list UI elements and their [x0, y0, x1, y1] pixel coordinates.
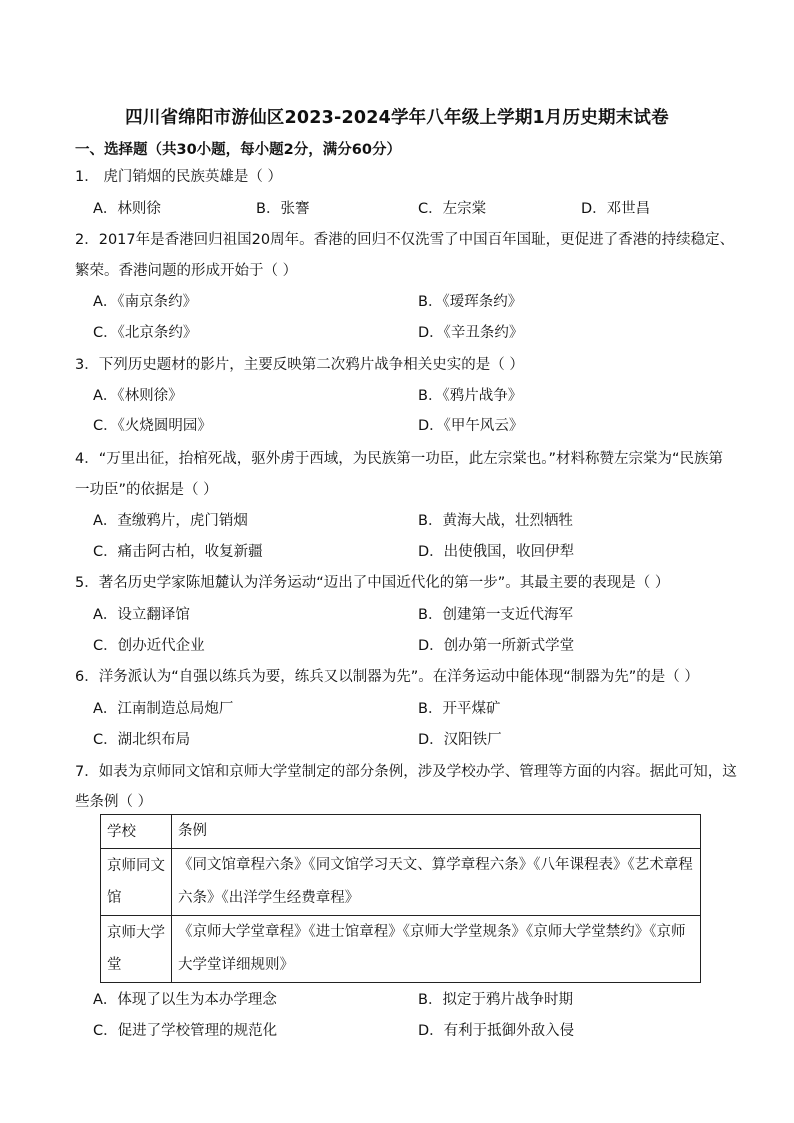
- q6-option-a[interactable]: A．江南制造总局炮厂: [93, 701, 234, 717]
- table-cell-regulations: 《京师大学堂章程》《进士馆章程》《京师大学堂规条》《京师大学堂禁约》《京师大学堂详细规则》: [172, 916, 701, 983]
- q4-option-d[interactable]: D．出使俄国，收回伊犁: [418, 544, 575, 560]
- q4-option-c[interactable]: C．痛击阿古柏，收复新疆: [93, 544, 263, 560]
- question-7-stem-line-2: 些条例（ ）: [75, 794, 153, 810]
- table-header-row: [101, 815, 701, 849]
- q4-option-b[interactable]: B．黄海大战，壮烈牺牲: [418, 513, 573, 529]
- question-7-stem-line-1: 7．如表为京师同文馆和京师大学堂制定的部分条例，涉及学校办学、管理等方面的内容。据此可知，这: [75, 764, 737, 780]
- q3-option-c[interactable]: C．《火烧圆明园》: [93, 418, 212, 434]
- school-regulations-table: [100, 814, 701, 983]
- q4-option-a[interactable]: A．查缴鸦片，虎门销烟: [93, 513, 248, 529]
- question-3-stem: 3．下列历史题材的影片，主要反映第二次鸦片战争相关史实的是（ ）: [75, 357, 524, 373]
- q6-option-d[interactable]: D．汉阳铁厂: [418, 732, 502, 748]
- table-header-school: 学校: [101, 815, 172, 849]
- question-4-stem-line-1: 4．“万里出征，抬棺死战，驱外虏于西域，为民族第一功臣，此左宗棠也。”材料称赞左宗棠为“民族第: [75, 451, 724, 467]
- q7-option-a[interactable]: A．体现了以生为本办学理念: [93, 992, 277, 1008]
- q3-option-d[interactable]: D．《甲午风云》: [418, 418, 524, 434]
- q6-option-b[interactable]: B．开平煤矿: [418, 701, 501, 717]
- q2-option-c[interactable]: C．《北京条约》: [93, 325, 198, 341]
- q1-option-b[interactable]: B．张謇: [256, 201, 310, 217]
- q5-option-b[interactable]: B．创建第一支近代海军: [418, 607, 573, 623]
- question-6-stem: 6．洋务派认为“自强以练兵为要，练兵又以制器为先”。在洋务运动中能体现“制器为先”的是（ ）: [75, 669, 699, 685]
- q1-option-c[interactable]: C．左宗棠: [418, 201, 487, 217]
- q1-option-d[interactable]: D．邓世昌: [581, 201, 651, 217]
- table-row: [101, 849, 701, 916]
- table-cell-school: 京师同文馆: [101, 849, 172, 916]
- table-header-regulations: 条例: [172, 815, 701, 849]
- section-heading: 一、选择题（共30小题，每小题2分，满分60分）: [75, 142, 401, 158]
- question-1-stem: 1． 虎门销烟的民族英雄是（ ）: [75, 169, 282, 185]
- exam-title: 四川省绵阳市游仙区2023-2024学年八年级上学期1月历史期末试卷: [125, 108, 669, 128]
- q2-option-a[interactable]: A．《南京条约》: [93, 294, 198, 310]
- q1-option-a[interactable]: A．林则徐: [93, 201, 161, 217]
- q6-option-c[interactable]: C．湖北织布局: [93, 732, 191, 748]
- table-cell-regulations: 《同文馆章程六条》《同文馆学习天文、算学章程六条》《八年课程表》《艺术章程六条》《出洋学生经费章程》: [172, 849, 701, 916]
- q3-option-b[interactable]: B．《鸦片战争》: [418, 388, 523, 404]
- table-row: [101, 916, 701, 983]
- table-cell-school: 京师大学堂: [101, 916, 172, 983]
- q2-option-b[interactable]: B．《瑷珲条约》: [418, 294, 523, 310]
- question-2-stem-line-1: 2．2017年是香港回归祖国20周年。香港的回归不仅洗雪了中国百年国耻，更促进了香港的持续稳定、: [75, 232, 735, 248]
- q5-option-a[interactable]: A．设立翻译馆: [93, 607, 190, 623]
- q5-option-c[interactable]: C．创办近代企业: [93, 638, 205, 654]
- q3-option-a[interactable]: A．《林则徐》: [93, 388, 183, 404]
- q2-option-d[interactable]: D．《辛丑条约》: [418, 325, 524, 341]
- q7-option-d[interactable]: D．有利于抵御外敌入侵: [418, 1023, 575, 1039]
- question-4-stem-line-2: 一功臣”的依据是（ ）: [75, 482, 218, 498]
- q5-option-d[interactable]: D．创办第一所新式学堂: [418, 638, 575, 654]
- question-5-stem: 5．著名历史学家陈旭麓认为洋务运动“迈出了中国近代化的第一步”。其最主要的表现是（ ）: [75, 575, 670, 591]
- question-2-stem-line-2: 繁荣。香港问题的形成开始于（ ）: [75, 263, 298, 279]
- q7-option-c[interactable]: C．促进了学校管理的规范化: [93, 1023, 278, 1039]
- q7-option-b[interactable]: B．拟定于鸦片战争时期: [418, 992, 573, 1008]
